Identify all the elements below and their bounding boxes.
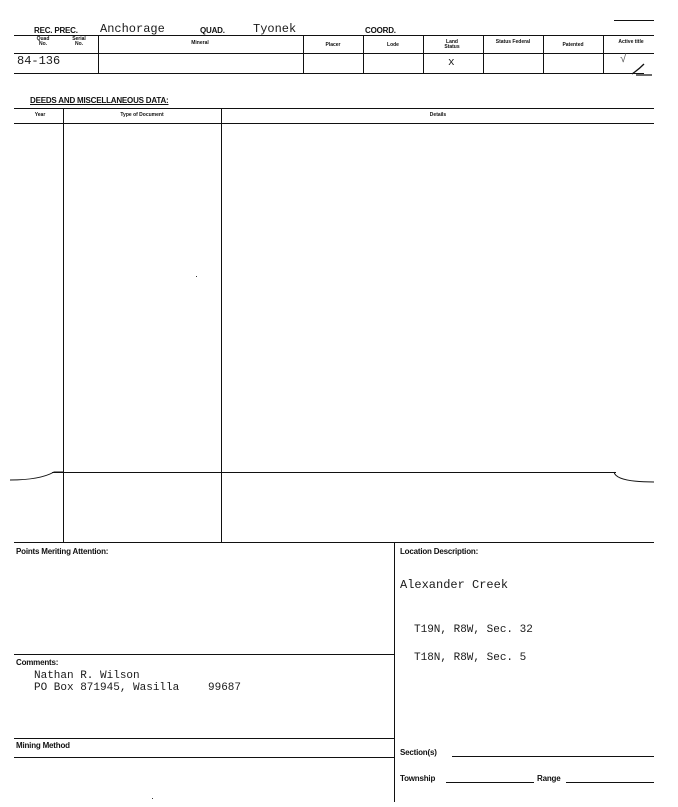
land-status-state-mark: x (448, 57, 455, 69)
range-input-line (566, 782, 654, 783)
checkmark-icon (630, 62, 654, 78)
deeds-col-divider-2 (221, 108, 222, 542)
col-lode: Lode (387, 42, 399, 48)
col-serial-no: Serial No. (72, 36, 86, 47)
col-land-status-state: Land Status (444, 39, 460, 50)
speck (152, 798, 153, 799)
coord-label: COORD. (365, 26, 396, 35)
top-table-bottom-rule (14, 73, 644, 74)
section-label: Section(s) (400, 748, 437, 757)
deeds-bottom-rule (14, 542, 654, 543)
comments-top-rule (14, 654, 394, 655)
col-active-title: Active title (618, 39, 644, 45)
col-divider-3 (363, 35, 364, 73)
speck (196, 276, 197, 277)
quad-label: QUAD. (200, 26, 225, 35)
township-input-line (446, 782, 534, 783)
rec-prec-label: REC. PREC. (34, 26, 78, 35)
col-placer: Placer (325, 42, 341, 48)
location-name: Alexander Creek (400, 578, 509, 592)
col-divider-5 (483, 35, 484, 73)
col-divider-6 (543, 35, 544, 73)
comments-name: Nathan R. Wilson (34, 670, 140, 682)
deeds-header-rule (14, 123, 654, 124)
active-title-mark: √ (620, 54, 627, 66)
points-meriting-attention-label: Points Meriting Attention: (16, 547, 109, 556)
fold-line (52, 472, 616, 473)
section-input-line (452, 756, 654, 757)
location-line-2: T18N, R8W, Sec. 5 (414, 652, 527, 664)
col-mineral: Mineral (191, 40, 209, 46)
mining-bottom-rule (14, 757, 394, 758)
fold-curve-left (10, 470, 64, 482)
range-label: Range (537, 774, 561, 783)
deeds-top-rule (14, 108, 654, 109)
deeds-col-type: Type of Document (120, 112, 164, 118)
quad-value: Tyonek (253, 22, 297, 36)
header-top-right-rule (614, 20, 654, 21)
col-patented: Patented (562, 42, 584, 48)
quad-no-value: 84-136 (17, 54, 61, 68)
col-divider-4 (423, 35, 424, 73)
fold-curve-right (610, 470, 654, 486)
top-table-top-rule (14, 35, 654, 36)
location-description-label: Location Description: (400, 547, 479, 556)
col-divider-2 (303, 35, 304, 73)
mining-top-rule (14, 738, 394, 739)
rec-prec-value: Anchorage (100, 22, 165, 36)
comments-zip: 99687 (208, 682, 242, 694)
comments-label: Comments: (16, 658, 59, 667)
deeds-section-title: DEEDS AND MISCELLANEOUS DATA: (30, 96, 169, 105)
comments-address: PO Box 871945, Wasilla (34, 682, 180, 694)
township-label: Township (400, 774, 436, 783)
col-status-federal: Status Federal (495, 39, 531, 45)
mining-method-label: Mining Method (16, 741, 70, 750)
col-divider-1 (98, 35, 99, 73)
col-quad-no: Quad No. (36, 36, 50, 47)
lower-section-divider (394, 542, 395, 802)
col-divider-7 (603, 35, 604, 73)
location-line-1: T19N, R8W, Sec. 32 (414, 624, 533, 636)
deeds-col-details: Details (429, 112, 447, 118)
deeds-col-year: Year (34, 112, 46, 118)
top-table-header-rule (14, 53, 654, 54)
